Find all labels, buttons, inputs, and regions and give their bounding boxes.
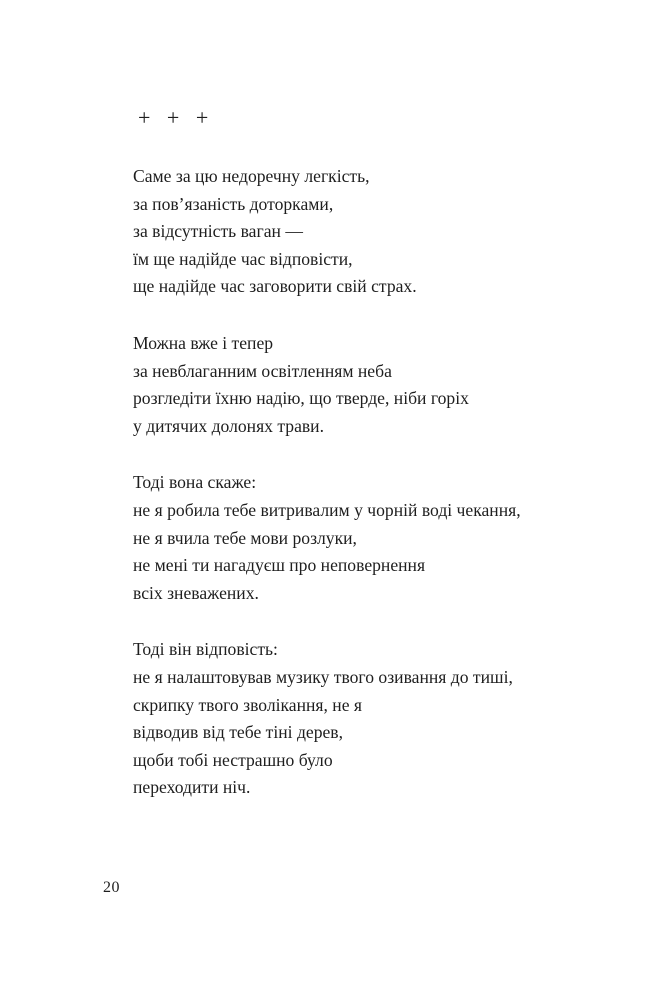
poem-line: за пов’язаність доторками, [133, 193, 334, 214]
stanza-1 [133, 163, 633, 301]
stanza-4 [133, 636, 633, 802]
stanza-3 [133, 469, 633, 607]
poem-line: Тоді він відповість: [133, 639, 278, 660]
poem-line: скрипку твого зволікання, не я [133, 694, 363, 715]
poem-line: переходити ніч. [133, 777, 251, 798]
poem-line: всіх зневажених. [133, 582, 259, 603]
poem-line: розгледіти їхню надію, що тверде, ніби горіх [133, 388, 469, 409]
poem-line: не я вчила тебе мови розлуки, [133, 527, 357, 548]
poem-line: відводив від тебе тіні дерев, [133, 722, 344, 743]
poem-line: ще надійде час заговорити свій страх. [133, 276, 417, 297]
poem-line: щоби тобі нестрашно було [133, 749, 333, 770]
poem-line: не я робила тебе витривалим у чорній воді чекання, [133, 499, 521, 520]
poem [133, 163, 633, 831]
poem-line: не я налаштовував музику твого озивання до тиші, [133, 666, 513, 687]
poem-line: за невблаганним освітленням неба [133, 360, 392, 381]
poem-line: Саме за цю недоречну легкість, [133, 166, 370, 186]
stanza-2 [133, 330, 633, 440]
poem-line: у дитячих долонях трави. [133, 415, 324, 436]
poem-line: Тоді вона скаже: [133, 472, 257, 493]
poem-line: Можна вже і тепер [133, 332, 274, 353]
page-number: 20 [103, 879, 120, 896]
poem-line: не мені ти нагадуєш про неповернення [133, 555, 426, 576]
section-ornament: + + + [138, 105, 209, 130]
poem-line: за відсутність ваган — [133, 221, 303, 242]
poem-line: їм ще надійде час відповісти, [133, 248, 353, 269]
